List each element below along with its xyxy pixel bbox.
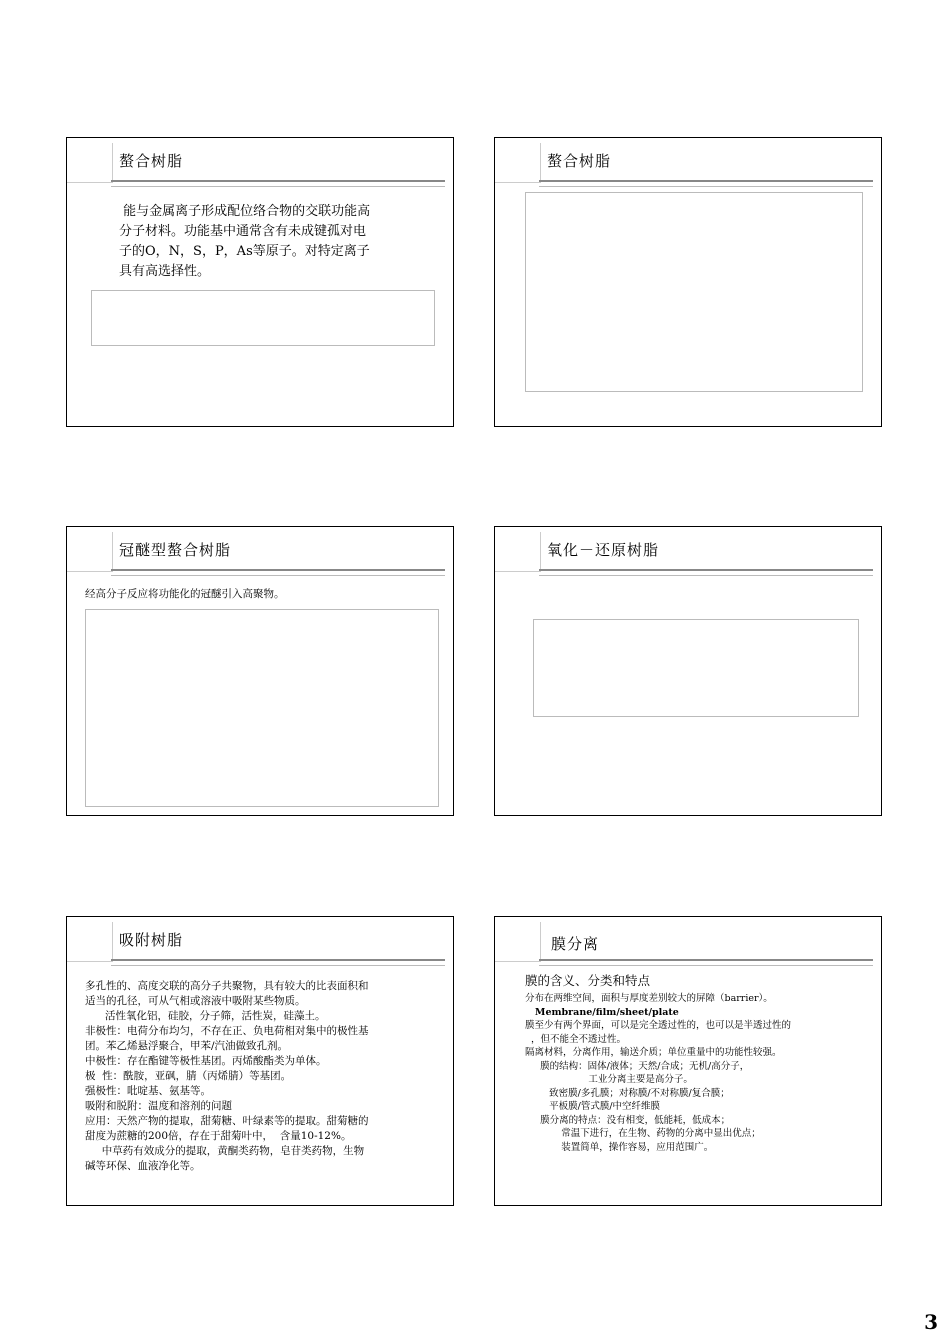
- title-rule: [539, 959, 873, 966]
- body-line: 子的O，N，S，P，As等原子。对特定离子: [119, 244, 370, 259]
- slide-membrane-separation: [494, 916, 882, 1206]
- slide-title: 螯合树脂: [119, 152, 184, 170]
- title-rule: [111, 569, 445, 576]
- body-line: 极 性：酰胺，亚砜，腈（丙烯腈）等基团。: [85, 1070, 292, 1082]
- body-line: 常温下进行，在生物、药物的分离中显出优点；: [525, 1128, 761, 1139]
- slide-chelating-resin-1: [66, 137, 454, 427]
- body-line: 具有高选择性。: [119, 264, 211, 279]
- page-number: 3: [924, 1310, 938, 1334]
- slide-body: [85, 587, 285, 602]
- slide-corner-decoration: [495, 143, 541, 183]
- body-line: 分子材料。功能基中通常含有未成键孤对电: [119, 224, 367, 239]
- body-line: 膜分离的特点：没有相变，低能耗，低成本；: [525, 1114, 731, 1126]
- title-rule: [111, 959, 445, 966]
- slide-corner-decoration: [495, 922, 541, 962]
- body-line: 应用：天然产物的提取，甜菊糖、叶绿素等的提取。甜菊糖的: [85, 1115, 369, 1127]
- body-line: 能与金属离子形成配位络合物的交联功能高: [119, 204, 371, 219]
- body-line: 吸附和脱附：温度和溶剂的问题: [85, 1100, 232, 1112]
- slide-crown-ether-resin: [66, 526, 454, 816]
- image-placeholder: [525, 192, 863, 392]
- body-line: 平板膜/管式膜/中空纤维膜: [525, 1101, 661, 1112]
- slide-title: 螯合树脂: [547, 152, 612, 170]
- slide-redox-resin: [494, 526, 882, 816]
- image-placeholder: [85, 609, 439, 807]
- body-line: 致密膜/多孔膜；对称膜/不对称膜/复合膜；: [525, 1087, 730, 1099]
- body-line: 隔离材料，分离作用，输送介质；单位重量中的功能性较强。: [525, 1047, 782, 1058]
- image-placeholder: [533, 619, 859, 717]
- slide-corner-decoration: [67, 143, 113, 183]
- slide-body: [119, 202, 370, 282]
- body-line: 装置简单，操作容易，应用范围广。: [525, 1141, 714, 1153]
- body-line: 非极性：电荷分布均匀，不存在正、负电荷相对集中的极性基: [85, 1025, 369, 1037]
- slide-body: [525, 992, 791, 1154]
- body-line: 碱等环保、血液净化等。: [85, 1160, 201, 1172]
- slide-title: 冠醚型螯合树脂: [119, 541, 232, 559]
- body-line: 适当的孔径，可从气相或溶液中吸附某些物质。: [85, 995, 306, 1007]
- body-line: 分布在两维空间，面积与厚度差别较大的屏障（barrier）。: [525, 993, 773, 1004]
- body-line: 活性氧化铝，硅胶，分子筛，活性炭，硅藻土。: [85, 1010, 326, 1022]
- slide-title: 氧化－还原树脂: [547, 541, 660, 559]
- body-line: 多孔性的、高度交联的高分子共聚物，具有较大的比表面积和: [85, 980, 369, 992]
- title-rule: [539, 569, 873, 576]
- slide-corner-decoration: [67, 922, 113, 962]
- body-line: 甜度为蔗糖的200倍，存在于甜菊叶中， 含量10-12%。: [85, 1130, 352, 1142]
- body-line: 经高分子反应将功能化的冠醚引入高聚物。: [85, 588, 285, 600]
- title-rule: [111, 180, 445, 187]
- slide-heading: 膜的含义、分类和特点: [525, 973, 651, 988]
- body-line: 中极性：存在酯键等极性基团。丙烯酸酯类为单体。: [85, 1055, 327, 1067]
- image-placeholder: [91, 290, 435, 346]
- slide-adsorption-resin: [66, 916, 454, 1206]
- body-line: 强极性：吡啶基、氨基等。: [85, 1085, 211, 1097]
- slide-corner-decoration: [67, 532, 113, 572]
- title-rule: [539, 180, 873, 187]
- slide-corner-decoration: [495, 532, 541, 572]
- body-line: 工业分离主要是高分子。: [525, 1074, 693, 1085]
- slide-title: 膜分离: [551, 935, 600, 953]
- body-line: ，但不能全不透过性。: [525, 1033, 627, 1045]
- body-line: 团。苯乙烯悬浮聚合，甲苯/汽油做致孔剂。: [85, 1040, 289, 1052]
- body-line: Membrane/film/sheet/plate: [525, 1006, 679, 1018]
- slide-body: [85, 979, 369, 1174]
- body-line: 膜至少有两个界面，可以是完全透过性的，也可以是半透过性的: [525, 1020, 792, 1031]
- body-line: 中草药有效成分的提取，黄酮类药物，皂苷类药物，生物: [85, 1145, 365, 1157]
- body-line: 膜的结构：固体/液体；天然/合成；无机/高分子，: [525, 1060, 750, 1072]
- slide-chelating-resin-2: [494, 137, 882, 427]
- slide-title: 吸附树脂: [119, 931, 184, 949]
